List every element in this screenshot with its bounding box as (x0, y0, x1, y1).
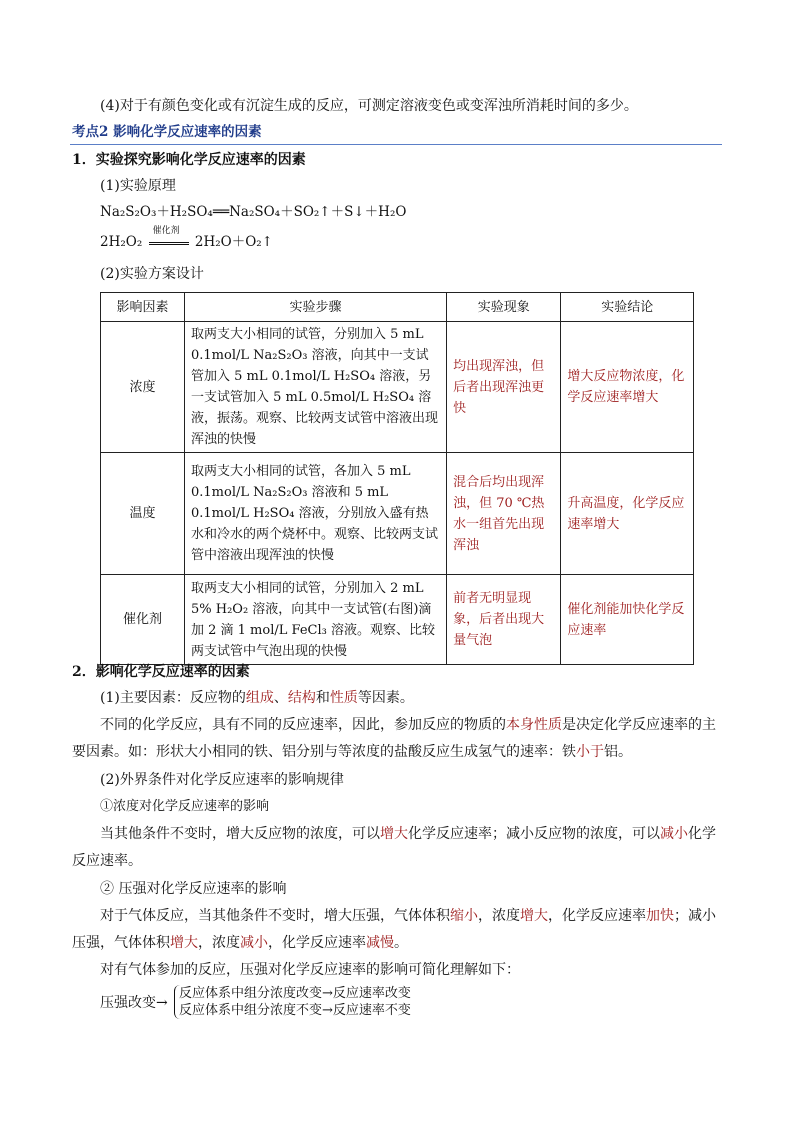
pres-text-a: 对于气体反应，当其他条件不变时，增大压强，气体体积 (100, 908, 450, 924)
equation-2 (100, 225, 273, 252)
pressure-line-2 (72, 933, 408, 953)
catalyst-label: 催化剂 (152, 225, 180, 236)
p1-text: 不同的化学反应，具有不同的反应速率，因此，参加反应的物质的 (100, 717, 506, 733)
row-steps: 取两支大小相同的试管，分别加入 5 mL 0.1mol/L Na₂S₂O₃ 溶液，向其中一支试管加入 5 mL 0.1mol/L H₂SO₄ 溶液，另一支试管加入 5 mL 0.5mol/L H₂SO₄ 溶液，振荡。观察、比较两支试管中溶液出现浑浊的快慢 (184, 322, 446, 453)
sep-1: 、 (273, 690, 288, 706)
equation-2-right: 2H₂O＋O₂↑ (194, 234, 273, 250)
conc-text-a: 当其他条件不变时，增大反应物的浓度，可以 (100, 826, 380, 842)
intro-item4: (4)对于有颜色变化或有沉淀生成的反应，可测定溶液变色或变浑浊所消耗时间的多少。 (100, 98, 638, 114)
answer-structure: 结构 (287, 690, 316, 706)
equation-1: Na₂S₂O₃＋H₂SO₄══Na₂SO₄＋SO₂↑＋S↓＋H₂O (100, 204, 407, 220)
row-factor: 温度 (101, 453, 185, 575)
answer-shrink: 缩小 (450, 908, 478, 924)
design-label: (2)实验方案设计 (100, 266, 204, 282)
paragraph-line-2 (72, 742, 632, 762)
header-factor: 影响因素 (101, 293, 185, 322)
concentration-line-1 (100, 824, 716, 844)
answer-decrease: 减小 (660, 826, 688, 842)
answer-slower: 减慢 (366, 935, 394, 951)
answer-faster: 加快 (646, 908, 674, 924)
section-title: 考点2 影响化学反应速率的因素 (72, 124, 262, 140)
part1-heading: 1．实验探究影响化学反应速率的因素 (72, 152, 306, 168)
table-row (101, 453, 694, 575)
pres-text-b: ，浓度 (478, 908, 520, 924)
pressure-line-1 (100, 906, 716, 926)
header-conclusion: 实验结论 (561, 293, 694, 322)
pressure-title: ② 压强对化学反应速率的影响 (100, 881, 287, 897)
sep-2: 和 (315, 690, 330, 706)
equation-2-left: 2H₂O₂ (100, 234, 143, 250)
table-row (101, 575, 694, 665)
answer-down: 减小 (240, 935, 268, 951)
main-factors (100, 688, 414, 708)
answer-increase: 增大 (380, 826, 408, 842)
answer-composition: 组成 (245, 690, 274, 706)
answer-up: 增大 (520, 908, 548, 924)
diagram-bottom-line: 反应体系中组分浓度不变→反应速率不变 (179, 1003, 411, 1018)
row-conclusion: 催化剂能加快化学反应速率 (561, 575, 694, 665)
pres2-text-c: ，化学反应速率 (268, 935, 366, 951)
arrow-line-2 (149, 244, 189, 245)
row-conclusion: 升高温度，化学反应速率增大 (561, 453, 694, 575)
pressure-brace-diagram (174, 985, 411, 1019)
concentration-title: ①浓度对化学反应速率的影响 (100, 799, 270, 814)
row-observation: 前者无明显现象，后者出现大量气泡 (447, 575, 561, 665)
row-observation: 均出现浑浊，但后者出现浑浊更快 (447, 322, 561, 453)
pres2-text-b: ，浓度 (198, 935, 240, 951)
p2-end: 铝。 (604, 744, 632, 760)
main-factors-end: 等因素。 (357, 690, 414, 706)
row-factor: 催化剂 (101, 575, 185, 665)
gas-note: 对有气体参加的反应，压强对化学反应速率的影响可简化理解如下： (100, 962, 520, 978)
answer-intrinsic: 本身性质 (506, 717, 562, 733)
answer-enlarge: 增大 (170, 935, 198, 951)
answer-property: 性质 (329, 690, 358, 706)
pres2-text-a: 压强，气体体积 (72, 935, 170, 951)
arrow-line (149, 242, 189, 243)
diagram-top-line: 反应体系中组分浓度改变→反应速率改变 (179, 986, 411, 1001)
row-observation: 混合后均出现浑浊，但 70 ℃热水一组首先出现浑浊 (447, 453, 561, 575)
pres-text-d: ；减小 (674, 908, 716, 924)
pres2-text-d: 。 (394, 935, 408, 951)
row-steps: 取两支大小相同的试管，各加入 5 mL 0.1mol/L Na₂S₂O₃ 溶液和 5 mL 0.1mol/L H₂SO₄ 溶液，分别放入盛有热水和冷水的两个烧杯中。观察、比较两支试管中溶液出现浑浊的快慢 (184, 453, 446, 575)
row-conclusion: 增大反应物浓度，化学反应速率增大 (561, 322, 694, 453)
catalyst-arrow (147, 225, 191, 250)
table-header-row (101, 293, 694, 322)
external-conditions: (2)外界条件对化学反应速率的影响规律 (100, 772, 344, 788)
header-observation: 实验现象 (447, 293, 561, 322)
answer-less-than: 小于 (576, 744, 604, 760)
header-steps: 实验步骤 (184, 293, 446, 322)
experiment-table (100, 292, 694, 665)
part2-heading: 2．影响化学反应速率的因素 (72, 664, 250, 680)
section-underline (70, 144, 722, 145)
conc-text-b: 化学反应速率；减小反应物的浓度，可以 (408, 826, 660, 842)
main-factors-text: (1)主要因素：反应物的 (100, 690, 246, 706)
row-steps: 取两支大小相同的试管，分别加入 2 mL 5% H₂O₂ 溶液，向其中一支试管(右图)滴加 2 滴 1 mol/L FeCl₃ 溶液。观察、比较两支试管中气泡出现的快慢 (184, 575, 446, 665)
concentration-line-2: 反应速率。 (72, 853, 142, 869)
row-factor: 浓度 (101, 322, 185, 453)
table-row (101, 322, 694, 453)
paragraph-line-1 (100, 715, 716, 735)
diagram-left-label: 压强改变→ (100, 995, 168, 1011)
pres-text-c: ，化学反应速率 (548, 908, 646, 924)
conc-text-c: 化学 (688, 826, 716, 842)
p2-text: 要因素。如：形状大小相同的铁、铝分别与等浓度的盐酸反应生成氢气的速率：铁 (72, 744, 576, 760)
principle-label: (1)实验原理 (100, 178, 176, 194)
p1-end: 是决定化学反应速率的主 (562, 717, 716, 733)
